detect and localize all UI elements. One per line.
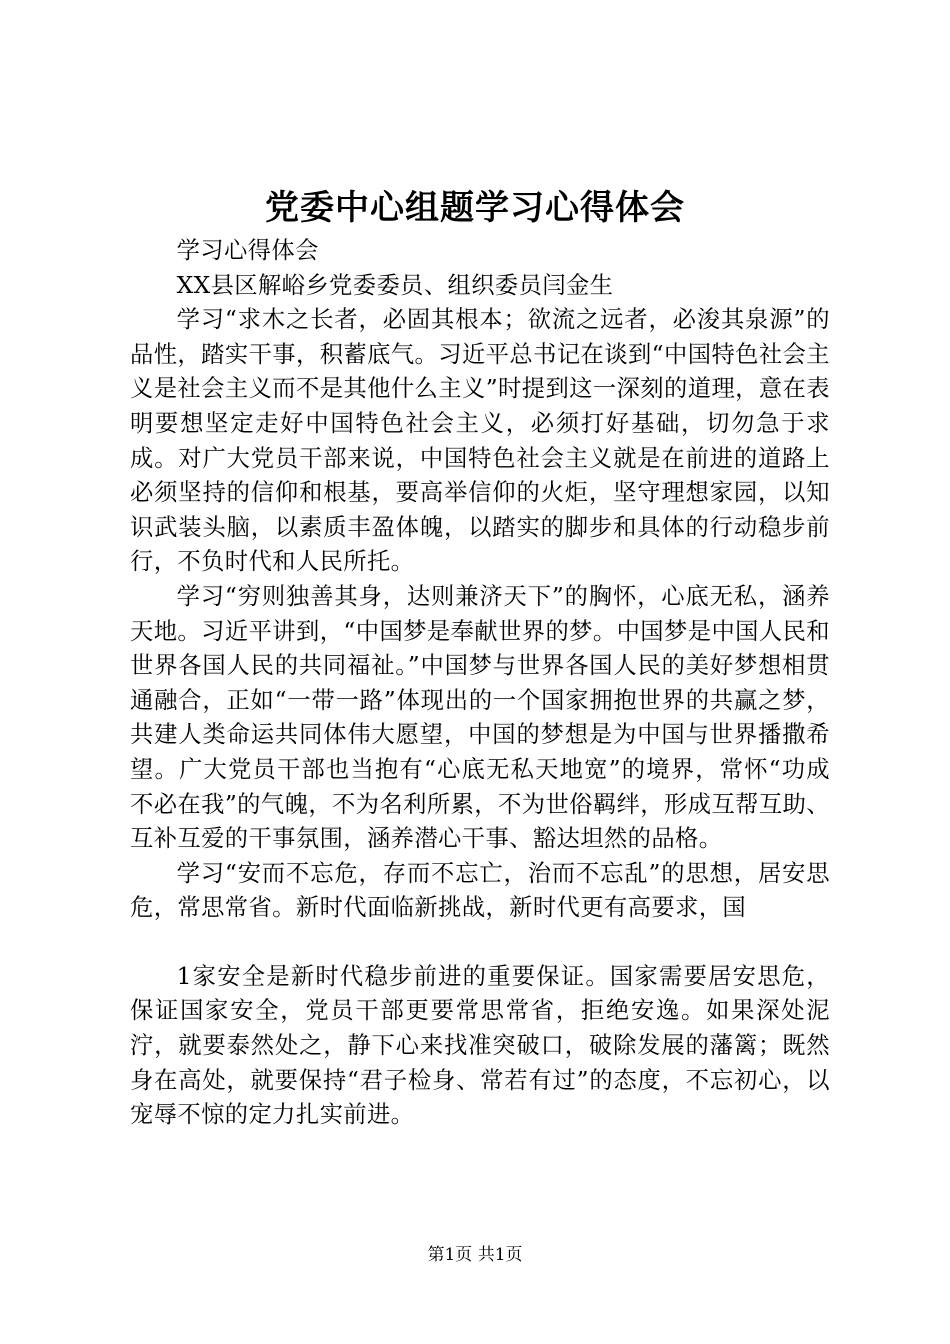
paragraph-3: 学习“安而不忘危，存而不忘亡，治而不忘乱”的思想，居安思危，常思常省。新时代面临新挑战，新时代更有高要求，国 xyxy=(130,859,830,922)
paragraph-2: 学习“穷则独善其身，达则兼济天下”的胸怀，心底无私，涵养天地。习近平讲到，“中国梦是奉献世界的梦。中国梦是中国人民和世界各国人民的共同福祉。”中国梦与世界各国人民的美好梦想相贯通融合，正如“一带一路”体现出的一个国家拥抱世界的共赢之梦，共建人类命运共同体伟大愿望，中国的梦想是为中国与世界播撒希望。广大党员干部也当抱有“心底无私天地宽”的境界，常怀“功成不必在我”的气魄，不为名利所累，不为世俗羁绊，形成互帮互助、互补互爱的干事氛围，涵养潜心干事、豁达坦然的品格。 xyxy=(130,582,830,853)
page-footer: 第1页 共1页 xyxy=(427,1245,523,1265)
paragraph-gap xyxy=(130,926,830,960)
paragraph-heading: 学习心得体会 xyxy=(176,237,319,264)
paragraph-4: 1家安全是新时代稳步前进的重要保证。国家需要居安思危，保证国家安全，党员干部更要常思常省，拒绝安逸。如果深处泥泞，就要泰然处之，静下心来找准突破口，破除发展的藩篱；既然身在高处，就要保持“君子检身、常若有过”的态度，不忘初心，以宠辱不惊的定力扎实前进。 xyxy=(130,962,830,1129)
document-body xyxy=(130,234,830,1133)
paragraph-1: 学习“求木之长者，必固其根本；欲流之远者，必浚其泉源”的品性，踏实干事，积蓄底气。习近平总书记在谈到“中国特色社会主义是社会主义而不是其他什么主义”时提到这一深刻的道理，意在表明要想坚定走好中国特色社会主义，必须打好基础，切勿急于求成。对广大党员干部来说，中国特色社会主义就是在前进的道路上必须坚持的信仰和根基，要高举信仰的火炬，坚守理想家园，以知识武装头脑，以素质丰盈体魄，以踏实的脚步和具体的行动稳步前行，不负时代和人民所托。 xyxy=(130,306,830,576)
document-title: 党委中心组题学习心得体会 xyxy=(265,188,685,228)
paragraph-author: XX县区解峪乡党委委员、组织委员闫金生 xyxy=(176,271,614,299)
